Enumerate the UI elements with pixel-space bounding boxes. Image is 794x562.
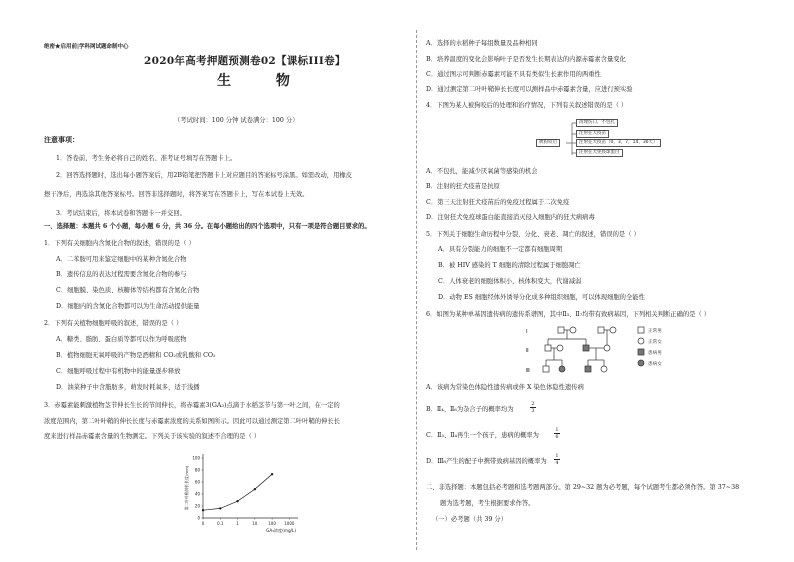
fraction: [530, 401, 536, 414]
q2-stem: 2．下列有关植物细胞呼吸的叙述，错误的是（ ）: [44, 320, 183, 327]
q3-stem-line: 3．赤霉素能刺激植物茎节伸长生长的节间伸长，将赤霉素3(GA₃)点滴于水稻茎节与第一叶之间，在一定的: [44, 402, 340, 409]
individual-normal-male: [545, 345, 551, 351]
left-column: [44, 0, 414, 562]
data-point: [219, 507, 221, 509]
subject-title: 生 物: [217, 73, 310, 89]
q3-option: B．培养温度的变化会影响叶子是否发生长期表达的内源赤霉素含量变化: [426, 56, 626, 63]
x-tick-label: 0: [201, 521, 205, 526]
data-point: [254, 488, 256, 490]
exam-title: 2020年高考押题预测卷02【课标III卷】: [144, 55, 346, 67]
x-tick-label: 1: [236, 521, 239, 526]
q6-option-text: B．Ⅱ₄、Ⅱ₆为杂合子的概率均为: [426, 406, 514, 413]
q2-option: A．糖类、脂肪、蛋白质等都可以作为呼吸底物: [56, 336, 187, 343]
legend-normal-female-symbol: [638, 338, 644, 344]
note-item: 擦干净后，再选涂其他答案标号。回答非选择题时，将答案写在答题卡上，写在本试卷上无效。: [44, 191, 309, 198]
q4-step-box: 注射狂犬免疫球蛋白: [576, 149, 623, 157]
x-tick-label: 100: [268, 521, 276, 526]
q5-option: C．人体衰老的细胞体积小，核体积变大，代谢减弱: [438, 278, 582, 285]
q1-option: C．细胞膜、染色质、核糖体等结构都有含氮化合物: [56, 287, 200, 294]
fraction: [554, 453, 560, 466]
q1-stem: 1．下列有关细胞内含氮化合物的叙述，错误的是（ ）: [44, 240, 195, 247]
individual-affected-female: [559, 366, 565, 372]
q6-option-text: C．Ⅱ₃、Ⅱ₄再生一个孩子，患病的概率为: [426, 432, 539, 439]
fraction-numerator: 2: [531, 401, 535, 407]
q4-root-box: 被狗咬后: [536, 139, 560, 147]
individual-normal-male: [558, 327, 564, 333]
q5-option: A．具有分裂能力的细胞不一定都有细胞周期: [438, 246, 563, 253]
notes-heading: 注意事项：: [44, 135, 79, 144]
legend-affected-male-symbol: [638, 349, 644, 355]
q1-option: B．遗传信息的表达过程需要含氮化合物的参与: [56, 271, 187, 278]
q1-option: D．细胞内的含氮化合物都可以为生命活动提供能量: [56, 303, 200, 310]
q3-stem-line: 度来进行样品赤霉素含量的生物测定。下列关于该实验的叙述不合理的是（ ）: [44, 433, 261, 440]
q4-option: B．注射的狂犬疫苗是抗原: [426, 183, 500, 190]
fraction: [554, 427, 560, 440]
legend-label: 正常女: [648, 340, 662, 345]
q2-option: D．油菜种子中含脂肪多，萌发时耗氧多，适于浅播: [56, 384, 200, 391]
fraction-denominator: 3: [531, 408, 535, 414]
note-item: 3．考试结束后，将本试卷和答题卡一并交回。: [56, 210, 186, 217]
q4-option: A．不包扎，能减少厌氧菌等感染的机会: [426, 168, 538, 175]
individual-normal-female: [601, 366, 607, 372]
q4-stem: 4．下图为某人被狗咬后的处理和治疗情况，下列有关叙述错误的是（ ）: [426, 102, 628, 109]
individual-normal-male: [543, 366, 549, 372]
y-axis-label: 第二叶叶鞘伸长长度(mm): [184, 465, 189, 511]
q3-stem-line: 浓度范围内，第二叶叶鞘的伸长长度与赤霉素浓度的关系如图所示。因此可以通过测定第二叶叶鞘的伸长长: [44, 418, 340, 425]
q4-step-box: 注射狂犬疫苗: [576, 130, 609, 138]
q2-option: C．细胞呼吸过程中有机物中的能量逐步释放: [56, 368, 181, 375]
individual-affected-male: [583, 345, 589, 351]
data-point: [271, 473, 273, 475]
fraction-denominator: 6: [555, 434, 559, 440]
data-point: [202, 509, 204, 511]
q4-step-box: 注射狂犬疫苗（0，3，7，14，30天）: [576, 139, 661, 147]
confidential-line: 绝密★启用前|学科网试题命制中心: [44, 44, 129, 50]
q6-stem: 6．如图为某种单基因遗传病的遗传系谱图，其中Ⅱ₃、Ⅱ₇均带有致病基因，下列相关判断正确的是（ ）: [426, 311, 711, 318]
note-item: 2．回答选择题时，选出每小题答案后，用2B铅笔把答题卡上对应题目的答案标号涂黑。如需改动，用橡皮: [56, 172, 352, 179]
legend-label: 患病女: [648, 362, 662, 367]
q6-option-text: D．Ⅲ₈产生的配子中携带致病基因的概率为: [426, 458, 547, 465]
individual-normal-female: [604, 345, 610, 351]
y-tick-label: 20: [194, 503, 200, 509]
legend-affected-female-symbol: [638, 360, 644, 366]
q4-step-box: 清理伤口，不包扎: [576, 119, 618, 127]
q3-option: C．通过图示可判断赤霉素可能不具有类似生长素作用的两重性: [426, 71, 601, 78]
y-tick-label: 60: [194, 479, 200, 485]
section2-line: 题为选考题，考生根据要求作答。: [440, 500, 535, 507]
x-tick-label: 0.1: [217, 521, 224, 526]
individual-normal-female: [610, 327, 616, 333]
q4-option: D．注射狂犬免疫球蛋白能直接消灭侵入细胞内的狂犬病病毒: [426, 214, 595, 221]
generation-label: Ⅰ: [526, 329, 528, 335]
q4-diagram: [536, 118, 656, 160]
q3-option: D．通过测定第二叶叶鞘伸长长度可以测样品中赤霉素含量，应进行预实验: [426, 86, 633, 93]
data-point: [236, 500, 238, 502]
q3-option: A．选择的水稻种子每组数量及品种相同: [426, 40, 538, 47]
q5-stem: 5．下列关于细胞生命历程中分裂、分化、衰老、凋亡的叙述，错误的是（ ）: [426, 231, 640, 238]
note-item: 1．答卷前，考生务必将自己的姓名、准考证号填写在答题卡上。: [56, 155, 237, 162]
q5-option: D．动物 ES 细胞经体外诱导分化成多种组织细胞，可以体现细胞的全能性: [438, 294, 645, 301]
data-line: [203, 474, 272, 510]
legend-label: 患病男: [648, 351, 662, 356]
x-axis-label: GA₃浓度(mg/L): [266, 528, 296, 533]
column-divider: [416, 30, 417, 550]
q1-option: A．二苯胺可用来鉴定细胞中的某种含氮化合物: [56, 256, 187, 263]
fraction-denominator: 4: [555, 460, 559, 466]
q6-option: A．该病为常染色体隐性遗传病或伴 X 染色体隐性遗传病: [426, 384, 584, 391]
fraction-numerator: 1: [555, 427, 559, 433]
section2-sub: （一）必考题（共 39 分）: [432, 516, 507, 523]
y-tick-label: 0: [197, 515, 200, 521]
y-tick-label: 40: [194, 491, 200, 497]
section1-heading: 一、选择题：本题共 6 个小题，每小题 6 分，共 36 分。在每小题给出的四个选项中，只有一项是符合题目要求的。: [44, 223, 371, 230]
ga3-chart: [179, 448, 314, 548]
x-tick-label: 10: [252, 521, 258, 526]
q5-option: B．被 HIV 感染的 T 细胞的清除过程属于细胞凋亡: [438, 262, 581, 269]
individual-normal-female: [557, 345, 563, 351]
q4-option: C．第三天注射狂犬疫苗后的免疫过程属于二次免疫: [426, 199, 570, 206]
q2-option: B．植物细胞无氧呼吸的产物是酒精和 CO₂或乳酸和 CO₂: [56, 352, 216, 359]
section2-line: 二、非选择题：本题包括必考题和选考题两部分。第 29~32 题为必考题，每个试题考生都必须作答。第 37~38: [426, 484, 740, 491]
individual-normal-male: [598, 327, 604, 333]
legend-label: 正常男: [648, 329, 662, 334]
pedigree-chart: [526, 324, 686, 382]
fraction-numerator: 1: [555, 453, 559, 459]
right-column: [426, 0, 766, 562]
y-tick-label: 80: [194, 467, 200, 473]
y-tick-label: 100: [192, 455, 200, 461]
x-tick-label: 1000: [284, 521, 295, 526]
exam-info: （考试时间：100 分钟 试卷满分：100 分）: [174, 117, 299, 124]
legend-normal-male-symbol: [638, 327, 644, 333]
generation-label: Ⅱ: [526, 348, 529, 354]
individual-affected-male: [585, 366, 591, 372]
generation-label: Ⅲ: [526, 368, 530, 374]
individual-normal-female: [570, 327, 576, 333]
